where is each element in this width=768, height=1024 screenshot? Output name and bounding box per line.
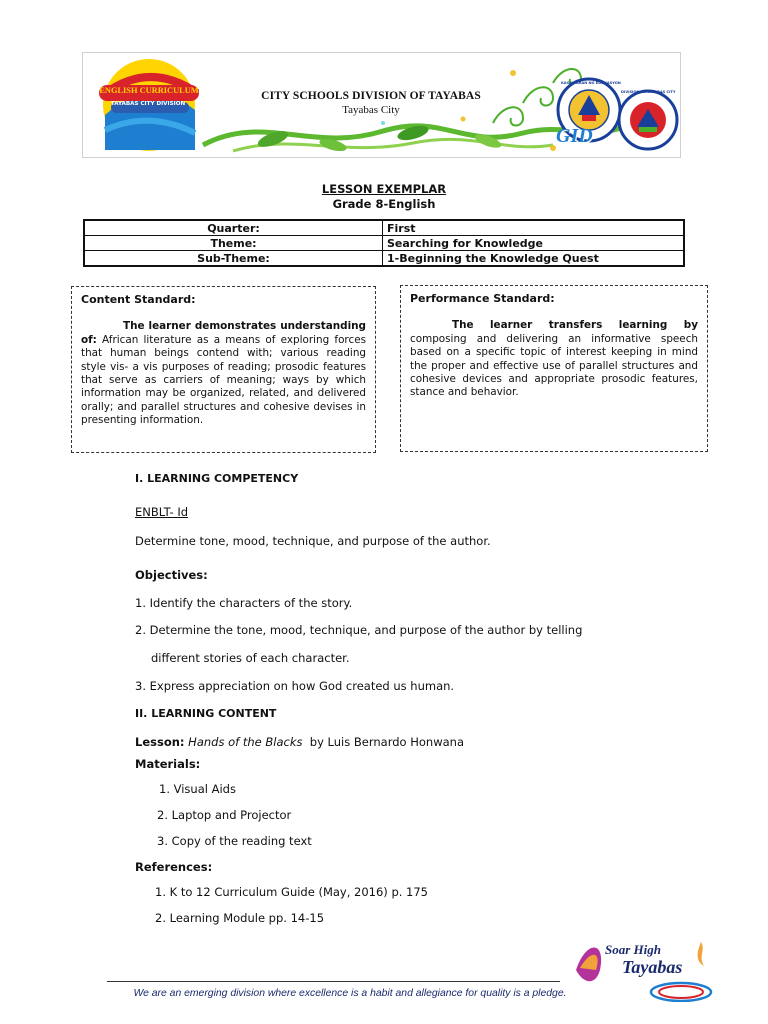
performance-standard-lead: The learner transfers learning by — [452, 319, 698, 332]
objective-3: 3. Express appreciation on how God created us human. — [135, 679, 455, 693]
content-standard-text — [81, 320, 366, 427]
content-standard-lead: The learner demonstrates understanding of: — [81, 320, 366, 346]
logo-text-1: ENGLISH CURRICULUM — [99, 86, 199, 95]
competency-text: Determine tone, mood, technique, and purpose of the author. — [135, 534, 491, 548]
objective-2-continued: different stories of each character. — [151, 651, 350, 665]
lesson-info-table — [83, 219, 685, 267]
content-standard-heading: Content Standard: — [81, 293, 196, 306]
lesson-title: Hands of the Blacks — [188, 735, 303, 749]
division-seal — [617, 87, 679, 153]
subtheme-value: 1-Beginning the Knowledge Quest — [383, 251, 685, 267]
header-banner — [82, 52, 681, 158]
performance-standard-text — [410, 319, 698, 399]
tayabas-text: Tayabas — [622, 957, 683, 977]
table-row — [84, 220, 684, 236]
materials-label: Materials: — [135, 757, 201, 771]
logo-text-2: TAYABAS CITY DIVISION — [110, 101, 186, 107]
table-row — [84, 251, 684, 267]
performance-standard-body: composing and delivering an informative speech based on a specific topic of interest keeping in mind the proper and effective use of parallel structures and cohesive devices and appropriate prosodic features, stance and behavior. — [410, 332, 698, 399]
material-2: 2. Laptop and Projector — [157, 808, 292, 822]
division-title: CITY SCHOOLS DIVISION OF TAYABAS — [261, 90, 481, 102]
references-label: References: — [135, 860, 213, 874]
competency-code: ENBLT- Id — [135, 505, 189, 519]
content-standard-body: African literature as a means of exploring forces that human beings contend with; various reading style vis- a vis purposes of reading; prosodic features that serve as carriers of meaning; ways by which information may be organized, related, and delivered orally; and parallel structures and cohesive devises in presenting information. — [81, 333, 366, 427]
theme-label: Theme: — [84, 236, 383, 251]
seal-2-text: DIVISION OF TAYABAS CITY — [621, 90, 676, 94]
objective-2: 2. Determine the tone, mood, technique, and purpose of the author by telling — [135, 623, 583, 637]
lesson-line — [135, 735, 464, 749]
footer-divider — [107, 981, 560, 982]
soar-high-text: Soar High — [605, 942, 661, 957]
reference-1: 1. K to 12 Curriculum Guide (May, 2016) p. 175 — [155, 885, 429, 899]
content-standard-box — [71, 286, 376, 453]
reference-2: 2. Learning Module pp. 14-15 — [155, 911, 325, 925]
lesson-author: by Luis Bernardo Honwana — [302, 735, 464, 749]
subtheme-label: Sub-Theme: — [84, 251, 383, 267]
learning-competency-heading: I. LEARNING COMPETENCY — [135, 472, 299, 485]
lesson-exemplar-title: LESSON EXEMPLAR — [321, 182, 447, 196]
performance-standard-heading: Performance Standard: — [410, 292, 555, 305]
learning-content-heading: II. LEARNING CONTENT — [135, 707, 277, 720]
table-row — [84, 236, 684, 251]
theme-value: Searching for Knowledge — [383, 236, 685, 251]
gid-logo-text: GID — [556, 125, 593, 147]
grade-title: Grade 8-English — [332, 197, 436, 211]
quarter-value: First — [383, 220, 685, 236]
footer-pledge: We are an emerging division where excellence is a habit and allegiance for quality is a pledge. — [133, 988, 567, 999]
city-subtitle: Tayabas City — [342, 104, 400, 116]
objectives-label: Objectives: — [135, 568, 208, 582]
lesson-label: Lesson: — [135, 735, 185, 749]
material-1: 1. Visual Aids — [159, 782, 236, 796]
material-3: 3. Copy of the reading text — [157, 834, 312, 848]
objective-1: 1. Identify the characters of the story. — [135, 596, 353, 610]
seal-1-text: KAGAWARAN NG EDUKASYON — [561, 81, 621, 85]
quarter-label: Quarter: — [84, 220, 383, 236]
performance-standard-box — [400, 285, 708, 452]
